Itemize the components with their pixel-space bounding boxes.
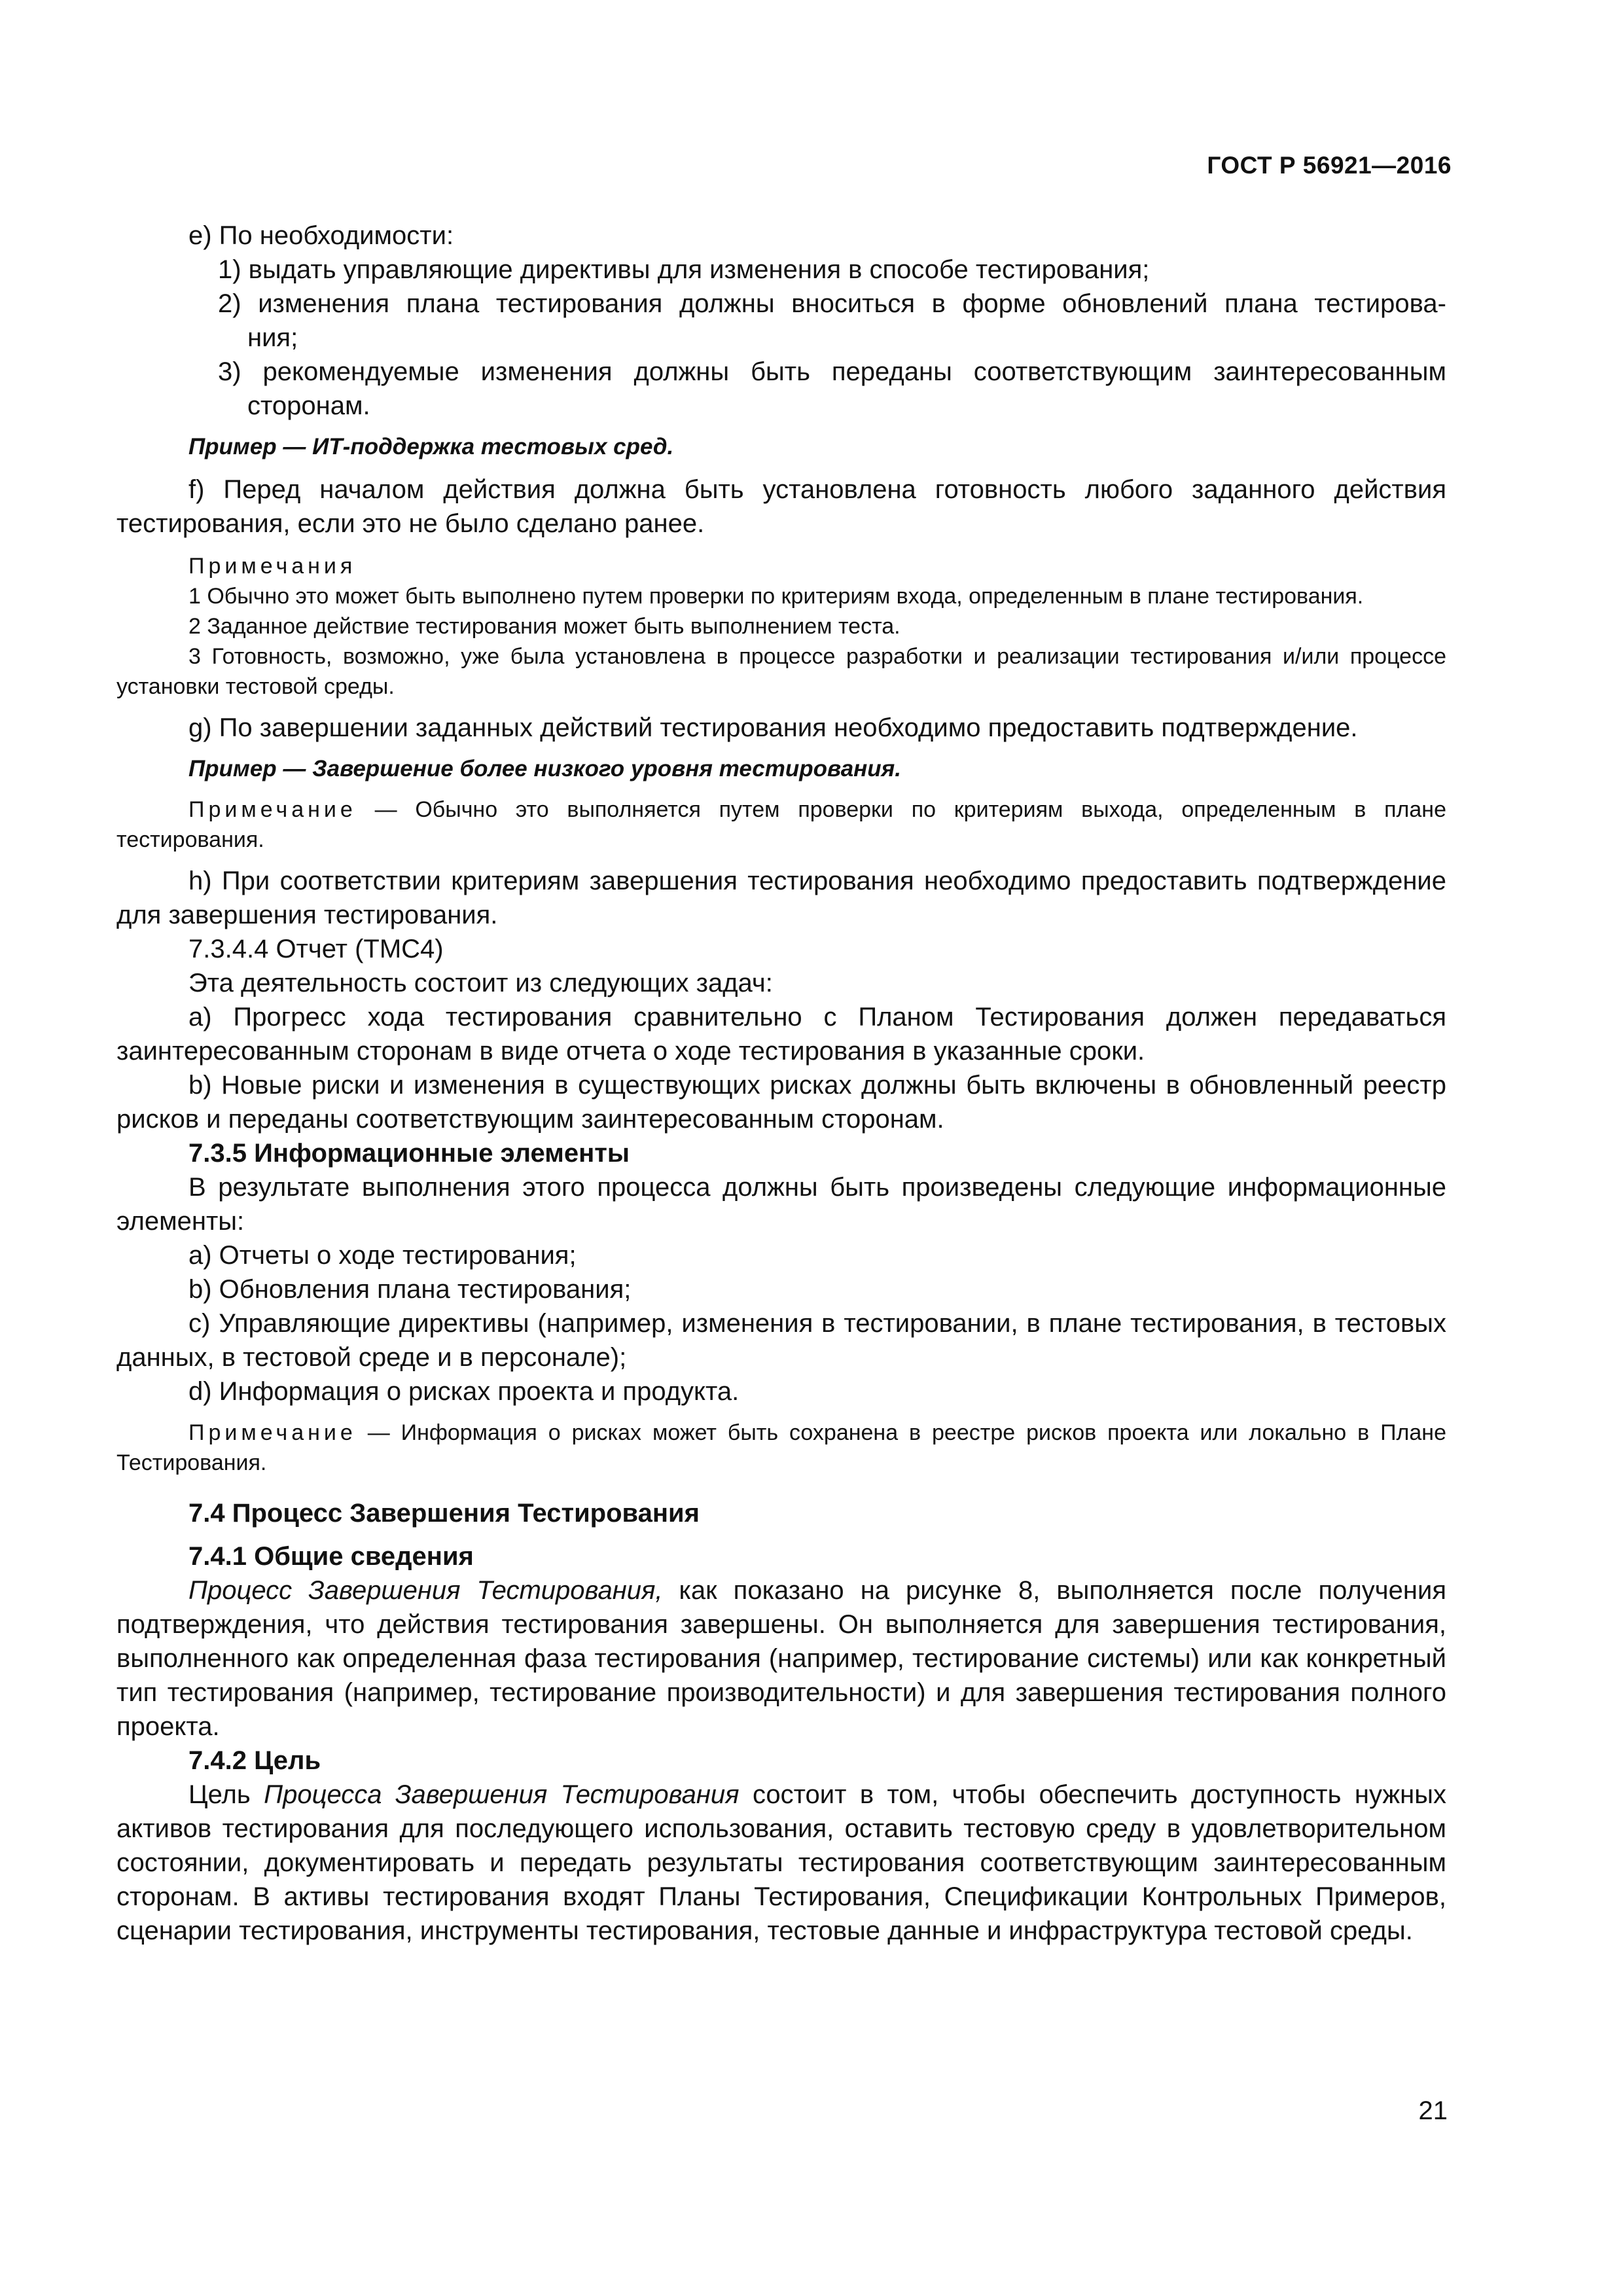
section-7-4-2-italic: Процесса Завершения Тестирования [264,1780,740,1809]
note-3: 3 Готовность, возможно, уже была установлена в процессе разработки и реализации тестирования и/или процессе установки тестовой среды. [116,644,1446,699]
section-7-3-4-4-title: 7.3.4.4 Отчет (ТМС4) [188,935,444,963]
section-7-3-5-item-b: b) Обновления плана тестирования; [188,1275,632,1304]
document-body [116,219,1446,1948]
note-1: 1 Обычно это может быть выполнено путем проверки по критериям входа, определенным в плане тестирования. [188,584,1364,609]
item-e-label: e) По необходимости: [188,221,454,250]
example-lower-level: Пример — Завершение более низкого уровня тестирования. [188,756,902,781]
section-7-4-2-title: 7.4.2 Цель [188,1746,321,1775]
section-7-3-4-4-intro: Эта деятельность состоит из следующих задач: [188,969,773,997]
item-e-sub3-line1: 3) рекомендуемые изменения должны быть переданы соответствующим заинтересованным [218,357,1446,386]
section-7-3-5-item-a: a) Отчеты о ходе тестирования; [188,1241,577,1270]
item-e-sub3 [116,355,1446,423]
note-g-text: — Обычно это выполняется путем проверки по критериям выхода, определенным в плане тестирования. [116,797,1446,852]
notes-heading: Примечания [188,554,357,579]
item-e-sub3-line2: сторонам. [247,391,370,420]
item-g: g) По завершении заданных действий тестирования необходимо предоставить подтверждение. [188,713,1358,742]
item-e-sub2-line2: ния; [247,323,298,352]
section-7-3-5-intro: В результате выполнения этого процесса должны быть произведены следующие информационные элементы: [116,1173,1446,1236]
item-e-sub2-line1: 2) изменения плана тестирования должны вноситься в форме обновлений плана тестирова- [218,289,1446,318]
note-7-3-5 [116,1418,1446,1478]
note-2: 2 Заданное действие тестирования может быть выполнением теста. [188,614,901,639]
section-7-4-1-body [116,1573,1446,1744]
section-7-4-2-text: состоит в том, чтобы обеспечить доступность нужных активов тестирования для последующего использования, оставить тестовую среду в удовлетворительном состоянии, документировать и передать результаты тестирования соответствующим заинтересованным сторонам. В активы тестирования входят Планы Тестирования, Спецификации Контрольных Примеров, сценарии тестирования, инструменты тестирования, тестовые данные и инфраструктура тестовой среды. [116,1780,1447,1945]
section-7-4-2-pre: Цель [188,1780,264,1809]
section-7-3-4-4-item-a: a) Прогресс хода тестирования сравнительно с Планом Тестирования должен передаваться заинтересованным сторонам в виде отчета о ходе тестирования в указанные сроки. [116,1003,1446,1066]
note-7-3-5-text: — Информация о рисках может быть сохранена в реестре рисков проекта или локально в Плане Тестирования. [116,1420,1446,1475]
section-7-4-1-title: 7.4.1 Общие сведения [188,1542,474,1571]
section-7-3-5-title: 7.3.5 Информационные элементы [188,1139,630,1168]
item-f: f) Перед началом действия должна быть установлена готовность любого заданного действия тестирования, если это не было сделано ранее. [116,475,1446,538]
item-e-sub1: 1) выдать управляющие директивы для изменения в способе тестирования; [218,255,1150,284]
example-it-support: Пример — ИТ-поддержка тестовых сред. [188,434,674,459]
section-7-4-1-text: как показано на рисунке 8, выполняется после получения подтверждения, что действия тестирования завершены. Он выполняется для завершения тестирования, выполненного как определенная фаза тестирования (например, тестирование системы) или как конкретный тип тестирования (например, тестирование производительности) и для завершения тестирования полного проекта. [116,1576,1446,1741]
section-7-4-1-italic: Процесс Завершения Тестирования, [188,1576,663,1605]
section-7-3-4-4-item-b: b) Новые риски и изменения в существующих рисках должны быть включены в обновленный реестр рисков и переданы соответствующим заинтересованным сторонам. [116,1071,1446,1134]
item-h: h) При соответствии критериям завершения тестирования необходимо предоставить подтверждение для завершения тестирования. [116,867,1446,929]
section-7-3-5-item-d: d) Информация о рисках проекта и продукта. [188,1377,740,1406]
section-7-4-2-body [116,1778,1446,1948]
page-number: 21 [1418,2096,1448,2125]
section-7-4-title: 7.4 Процесс Завершения Тестирования [188,1499,700,1528]
item-e-sub2 [116,287,1446,355]
note-label: Примечание [188,1420,357,1445]
document-header: ГОСТ Р 56921—2016 [1207,152,1452,179]
note-label: Примечание [188,797,357,822]
note-g [116,795,1446,855]
section-7-3-5-item-c: c) Управляющие директивы (например, изменения в тестировании, в плане тестирования, в тестовых данных, в тестовой среде и в персонале); [116,1309,1446,1372]
